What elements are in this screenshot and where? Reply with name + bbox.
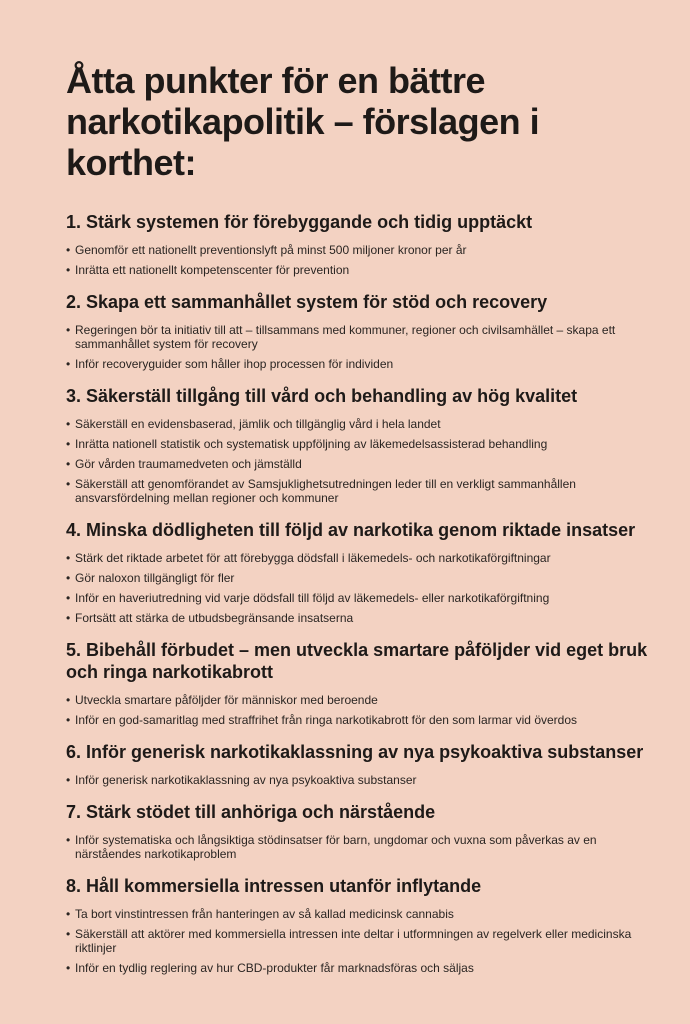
section-7 — [66, 801, 650, 861]
section-5 — [66, 639, 650, 727]
list-item — [66, 907, 650, 921]
list-item — [66, 437, 650, 451]
list-item — [66, 571, 650, 585]
bullet-list — [66, 417, 650, 505]
bullet-list — [66, 907, 650, 975]
section-heading: 3. Säkerställ tillgång till vård och behandling av hög kvalitet — [66, 386, 578, 406]
bullet-icon: • — [66, 323, 71, 337]
section-4 — [66, 519, 650, 625]
bullet-list — [66, 833, 650, 861]
list-item-text: Säkerställ att genomförandet av Samsjuklighetsutredningen leder till en verkligt sammanhållen ansvarsfördelning mellan regioner och kommuner — [75, 477, 576, 505]
list-item — [66, 927, 650, 955]
list-item-text: Inför en god-samaritlag med straffrihet från ringa narkotikabrott för den som larmar vid överdos — [75, 713, 578, 727]
bullet-list — [66, 693, 650, 727]
list-item-text: Fortsätt att stärka de utbudsbegränsande insatserna — [75, 611, 354, 625]
bullet-icon: • — [66, 833, 71, 847]
section-heading: 2. Skapa ett sammanhållet system för stöd och recovery — [66, 292, 548, 312]
bullet-icon: • — [66, 693, 71, 707]
list-item — [66, 457, 650, 471]
list-item-text: Säkerställ en evidensbaserad, jämlik och tillgänglig vård i hela landet — [75, 417, 441, 431]
bullet-icon: • — [66, 437, 71, 451]
bullet-icon: • — [66, 551, 71, 565]
list-item — [66, 417, 650, 431]
list-item — [66, 477, 650, 505]
bullet-icon: • — [66, 477, 71, 491]
list-item-text: Inrätta ett nationellt kompetenscenter för prevention — [75, 263, 350, 277]
bullet-icon: • — [66, 961, 71, 975]
list-item-text: Inför recoveryguider som håller ihop processen för individen — [75, 357, 394, 371]
bullet-icon: • — [66, 357, 71, 371]
list-item — [66, 357, 650, 371]
list-item — [66, 773, 650, 787]
list-item-text: Stärk det riktade arbetet för att förebygga dödsfall i läkemedels- och narkotikaförgiftningar — [75, 551, 551, 565]
list-item — [66, 551, 650, 565]
bullet-list — [66, 243, 650, 277]
list-item — [66, 323, 650, 351]
section-1 — [66, 211, 650, 277]
list-item-text: Gör vården traumamedveten och jämställd — [75, 457, 302, 471]
section-3 — [66, 385, 650, 505]
section-2 — [66, 291, 650, 371]
bullet-list — [66, 323, 650, 371]
sections-container — [66, 211, 650, 975]
bullet-icon: • — [66, 907, 71, 921]
list-item-text: Ta bort vinstintressen från hanteringen av så kallad medicinsk cannabis — [75, 907, 454, 921]
list-item-text: Genomför ett nationellt preventionslyft på minst 500 miljoner kronor per år — [75, 243, 467, 257]
section-heading: 4. Minska dödligheten till följd av narkotika genom riktade insatser — [66, 520, 636, 540]
list-item-text: Inför generisk narkotikaklassning av nya psykoaktiva substanser — [75, 773, 417, 787]
list-item — [66, 713, 650, 727]
bullet-icon: • — [66, 243, 71, 257]
list-item-text: Gör naloxon tillgängligt för fler — [75, 571, 235, 585]
list-item — [66, 611, 650, 625]
section-heading: 1. Stärk systemen för förebyggande och tidig upptäckt — [66, 212, 533, 232]
list-item-text: Säkerställ att aktörer med kommersiella intressen inte deltar i utformningen av regelverk eller medicinska riktlinjer — [75, 927, 632, 955]
list-item — [66, 591, 650, 605]
bullet-icon: • — [66, 263, 71, 277]
bullet-icon: • — [66, 417, 71, 431]
bullet-list — [66, 773, 650, 787]
bullet-icon: • — [66, 571, 71, 585]
list-item-text: Regeringen bör ta initiativ till att – tillsammans med kommuner, regioner och civilsamhället – skapa ett sammanhållet system för recovery — [75, 323, 616, 351]
bullet-icon: • — [66, 773, 71, 787]
section-heading: 5. Bibehåll förbudet – men utveckla smartare påföljder vid eget bruk och ringa narkotikabrott — [66, 640, 648, 682]
page-title: Åtta punkter för en bättre narkotikapolitik – förslagen i korthet: — [66, 60, 540, 183]
list-item-text: Utveckla smartare påföljder för människor med beroende — [75, 693, 378, 707]
section-8 — [66, 875, 650, 975]
list-item — [66, 693, 650, 707]
list-item — [66, 833, 650, 861]
list-item — [66, 961, 650, 975]
list-item-text: Inför en haveriutredning vid varje dödsfall till följd av läkemedels- eller narkotikaförgiftning — [75, 591, 550, 605]
section-heading: 6. Inför generisk narkotikaklassning av nya psykoaktiva substanser — [66, 742, 644, 762]
list-item-text: Inför systematiska och långsiktiga stödinsatser för barn, ungdomar och vuxna som påverkas av en närståendes narkotikaproblem — [75, 833, 597, 861]
bullet-icon: • — [66, 927, 71, 941]
bullet-icon: • — [66, 591, 71, 605]
section-heading: 7. Stärk stödet till anhöriga och närstående — [66, 802, 436, 822]
bullet-icon: • — [66, 611, 71, 625]
list-item — [66, 263, 650, 277]
bullet-list — [66, 551, 650, 625]
list-item — [66, 243, 650, 257]
bullet-icon: • — [66, 713, 71, 727]
section-heading: 8. Håll kommersiella intressen utanför inflytande — [66, 876, 482, 896]
list-item-text: Inför en tydlig reglering av hur CBD-produkter får marknadsföras och säljas — [75, 961, 474, 975]
section-6 — [66, 741, 650, 787]
list-item-text: Inrätta nationell statistik och systematisk uppföljning av läkemedelsassisterad behandling — [75, 437, 548, 451]
bullet-icon: • — [66, 457, 71, 471]
